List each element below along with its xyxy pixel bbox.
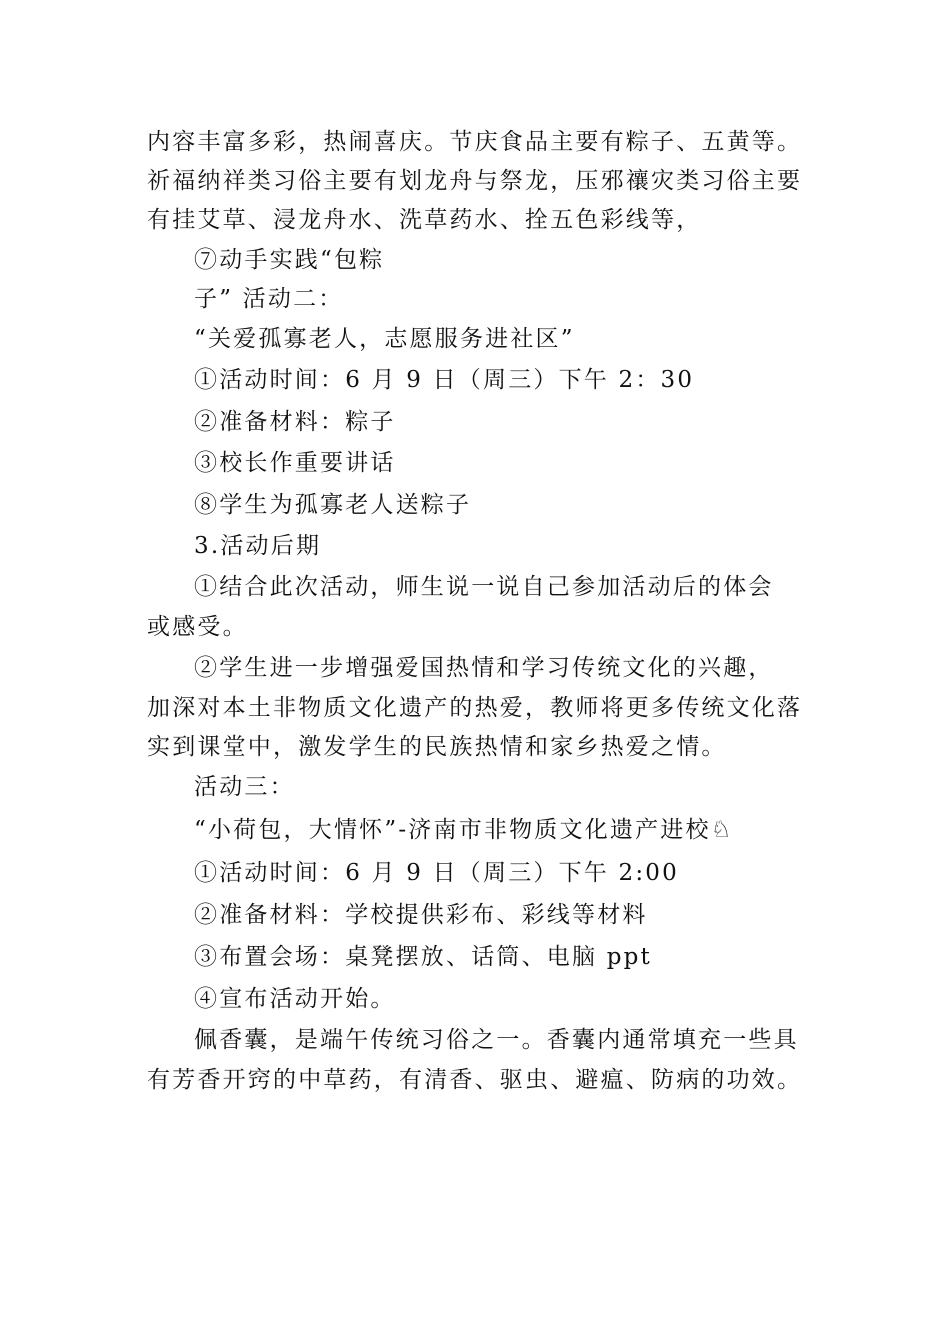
paragraph-line: 祈福纳祥类习俗主要有划龙舟与祭龙，压邪禳灾类习俗主要 [147,168,803,194]
section-heading: 3.活动后期 [194,533,322,559]
list-item: ②准备材料：粽子 [194,409,396,435]
activity-title: “关爱孤寡老人，志愿服务进社区” [194,326,575,352]
paragraph-line: 内容丰富多彩，热闹喜庆。节庆食品主要有粽子、五黄等。 [147,129,803,155]
list-item: ①活动时间：6 月 9 日（周三）下午 2：30 [194,367,695,393]
section-heading: 活动三： [194,774,295,800]
paragraph-line: 有芳香开窍的中草药，有清香、驱虫、避瘟、防病的功效。 [147,1067,803,1093]
list-item: ④宣布活动开始。 [194,986,396,1012]
list-item: ⑧学生为孤寡老人送粽子 [194,492,472,518]
list-item: ①结合此次活动，师生说一说自己参加活动后的体会 [194,574,774,600]
paragraph-line: 加深对本土非物质文化遗产的热爱，教师将更多传统文化落 [147,695,803,721]
paragraph-line: 或感受。 [147,614,248,640]
paragraph-line: 子” 活动二： [194,286,344,312]
list-item: ③布置会场：桌凳摆放、话筒、电脑 ppt [194,944,652,970]
activity-title: “小荷包，大情怀”-济南市非物质文化遗产进校♘ [194,817,734,843]
list-item: ①活动时间：6 月 9 日（周三）下午 2:00 [194,860,679,886]
list-item: ③校长作重要讲话 [194,450,396,476]
paragraph-line: 实到课堂中，激发学生的民族热情和家乡热爱之情。 [147,734,727,760]
list-item: ②学生进一步增强爱国热情和学习传统文化的兴趣， [194,655,774,681]
paragraph-line: 佩香囊，是端午传统习俗之一。香囊内通常填充一些具 [194,1027,799,1053]
list-item: ②准备材料：学校提供彩布、彩线等材料 [194,902,648,928]
list-item: ⑦动手实践“包粽 [194,247,385,273]
paragraph-line: 有挂艾草、浸龙舟水、洗草药水、拴五色彩线等， [147,207,702,233]
